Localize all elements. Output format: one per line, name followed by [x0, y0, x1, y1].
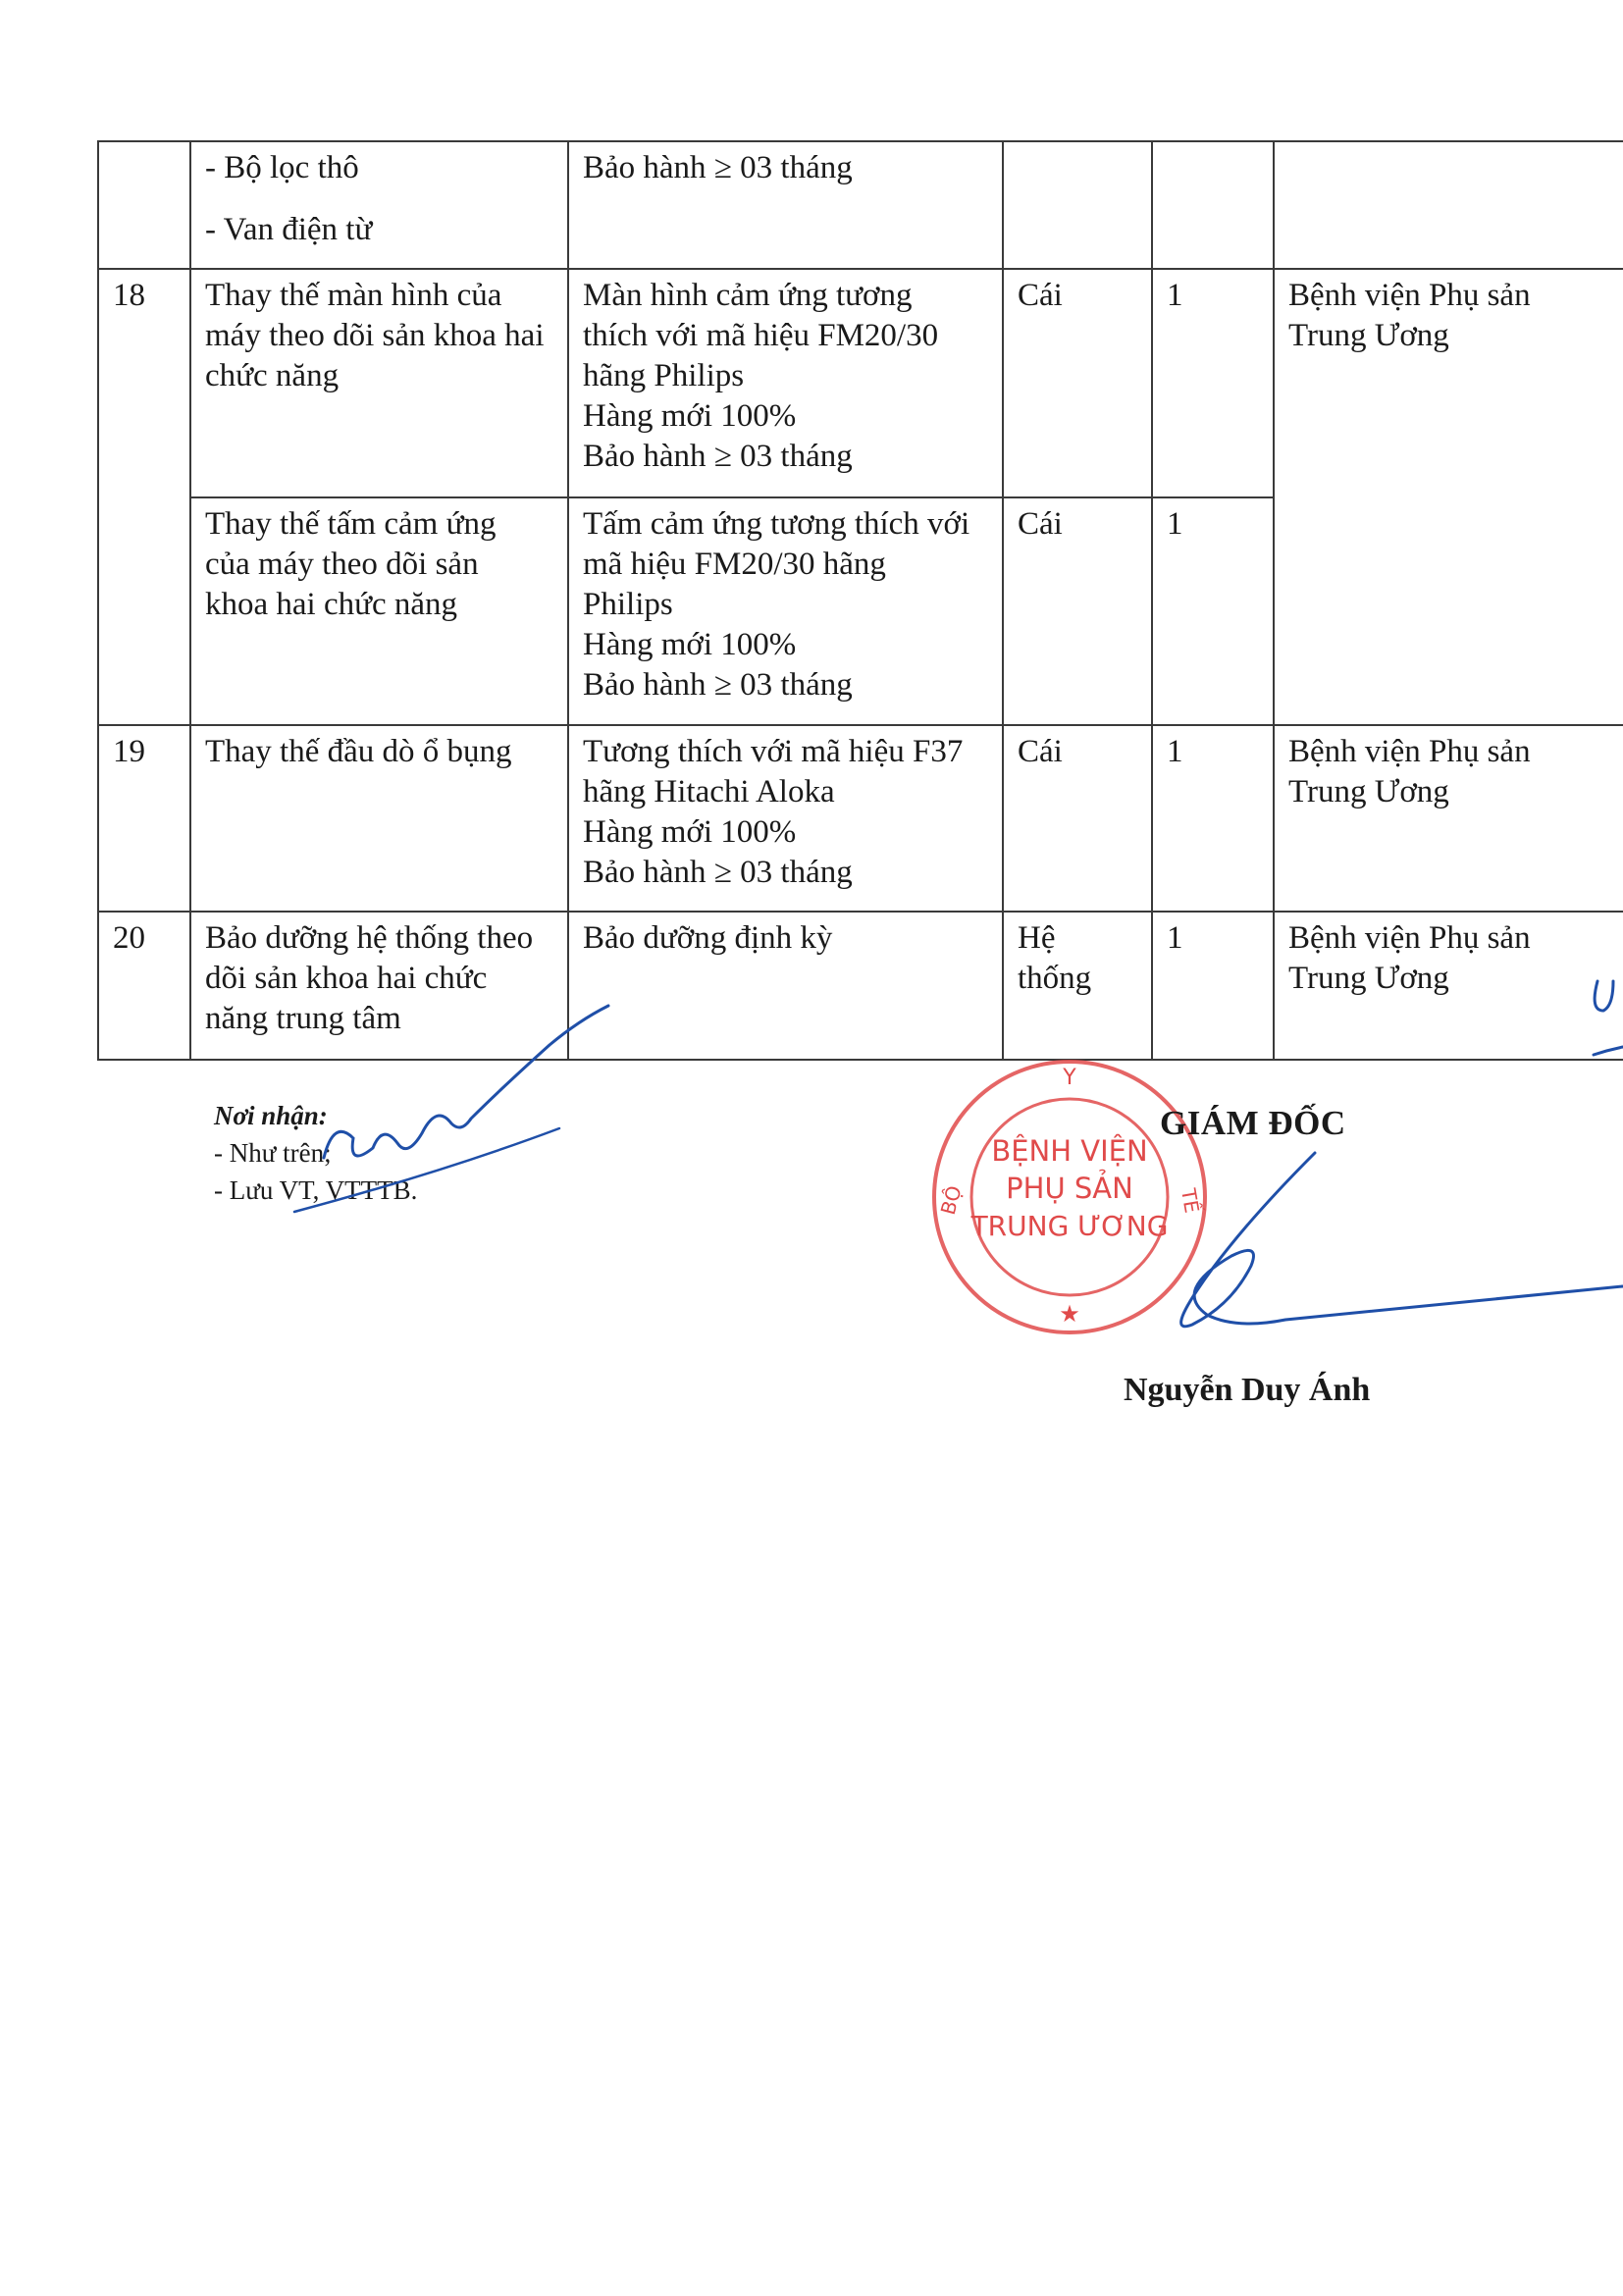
row-number-cell: 18	[98, 269, 190, 725]
spec-cell	[568, 269, 1003, 497]
item-name-cell	[190, 912, 568, 1060]
quantity-cell	[1152, 141, 1274, 269]
row-number-cell	[98, 141, 190, 269]
hospital-stamp	[922, 1055, 1217, 1339]
equipment-table	[97, 140, 1623, 1061]
stamp-line-1: BỆNH VIỆN	[991, 1134, 1148, 1168]
spec-line: hãng Hitachi Aloka	[583, 774, 835, 809]
spec-cell	[568, 912, 1003, 1060]
stamp-top-letter: Y	[1063, 1066, 1076, 1090]
item-name-cell	[190, 725, 568, 912]
table-row	[98, 141, 1623, 269]
stamp-right-text: TẾ	[1176, 1186, 1204, 1216]
unit-cell	[1003, 912, 1152, 1060]
location-cell	[1274, 912, 1623, 1060]
quantity-cell: 1	[1152, 725, 1274, 912]
table-row	[98, 912, 1623, 1060]
recipient-item: - Lưu VT, VTTTB.	[214, 1175, 418, 1205]
item-name-cell	[190, 497, 568, 725]
spec-line: Hàng mới 100%	[583, 627, 797, 662]
spec-line: Tương thích với mã hiệu F37	[583, 734, 964, 769]
location-cell	[1274, 141, 1623, 269]
location-line: Trung Ương	[1288, 961, 1449, 996]
item-name-line: của máy theo dõi sản	[205, 547, 479, 582]
spec-line: Màn hình cảm ứng tương	[583, 278, 913, 313]
row-number-cell: 20	[98, 912, 190, 1060]
recipients-block	[214, 1097, 417, 1209]
item-name-cell	[190, 269, 568, 497]
spec-line: Bảo hành ≥ 03 tháng	[583, 855, 853, 890]
spec-line: Bảo hành ≥ 03 tháng	[583, 439, 853, 474]
quantity-cell: 1	[1152, 497, 1274, 725]
item-name-line: khoa hai chức năng	[205, 587, 458, 622]
unit-cell	[1003, 497, 1152, 725]
item-name-line: - Van điện từ	[205, 212, 373, 247]
spec-line: Bảo dưỡng định kỳ	[583, 920, 833, 956]
spec-cell	[568, 725, 1003, 912]
spec-cell	[568, 141, 1003, 269]
item-name-line: dõi sản khoa hai chức	[205, 961, 488, 996]
stamp-star-icon: ★	[1059, 1300, 1080, 1328]
location-line: Trung Ương	[1288, 774, 1449, 809]
spec-line: Hàng mới 100%	[583, 814, 797, 850]
location-line: Bệnh viện Phụ sản	[1288, 278, 1531, 313]
spec-line: Hàng mới 100%	[583, 398, 797, 434]
unit-line: Hệ	[1018, 920, 1056, 956]
table-row	[98, 725, 1623, 912]
item-name-line: máy theo dõi sản khoa hai	[205, 318, 545, 353]
director-title: GIÁM ĐỐC	[1160, 1104, 1346, 1142]
item-name-line: Thay thế màn hình của	[205, 278, 502, 313]
spec-line: thích với mã hiệu FM20/30	[583, 318, 939, 353]
location-line: Bệnh viện Phụ sản	[1288, 734, 1531, 769]
director-name: Nguyễn Duy Ánh	[1124, 1372, 1371, 1408]
stamp-line-2: PHỤ SẢN	[1006, 1172, 1133, 1205]
row-number-cell: 19	[98, 725, 190, 912]
recipients-title: Nơi nhận:	[214, 1101, 328, 1130]
unit-cell	[1003, 141, 1152, 269]
quantity-cell: 1	[1152, 912, 1274, 1060]
table-row	[98, 269, 1623, 497]
item-name-line: - Bộ lọc thô	[205, 150, 359, 185]
spec-line: hãng Philips	[583, 358, 745, 393]
unit-line: Cái	[1018, 734, 1063, 769]
spec-cell	[568, 497, 1003, 725]
quantity-cell: 1	[1152, 269, 1274, 497]
location-cell	[1274, 725, 1623, 912]
spec-line: Philips	[583, 587, 673, 622]
spec-line: Bảo hành ≥ 03 tháng	[583, 667, 853, 703]
stamp-left-text: BỘ	[935, 1182, 967, 1218]
unit-line: Cái	[1018, 506, 1063, 542]
item-name-line: chức năng	[205, 358, 340, 393]
location-cell	[1274, 269, 1623, 725]
director-signature	[1181, 1153, 1623, 1327]
spec-line: Bảo hành ≥ 03 tháng	[583, 150, 853, 185]
location-line: Bệnh viện Phụ sản	[1288, 920, 1531, 956]
unit-line: thống	[1018, 961, 1092, 996]
item-name-line: năng trung tâm	[205, 1001, 401, 1036]
unit-line: Cái	[1018, 278, 1063, 313]
recipient-item: - Như trên;	[214, 1138, 332, 1168]
unit-cell	[1003, 725, 1152, 912]
spec-line: Tấm cảm ứng tương thích với	[583, 506, 970, 542]
spec-line: mã hiệu FM20/30 hãng	[583, 547, 886, 582]
item-name-line: Thay thế đầu dò ổ bụng	[205, 734, 512, 769]
location-line: Trung Ương	[1288, 318, 1449, 353]
stamp-line-3: TRUNG ƯƠNG	[970, 1210, 1169, 1242]
unit-cell	[1003, 269, 1152, 497]
item-name-line: Thay thế tấm cảm ứng	[205, 506, 497, 542]
item-name-cell	[190, 141, 568, 269]
item-name-line: Bảo dưỡng hệ thống theo	[205, 920, 534, 956]
